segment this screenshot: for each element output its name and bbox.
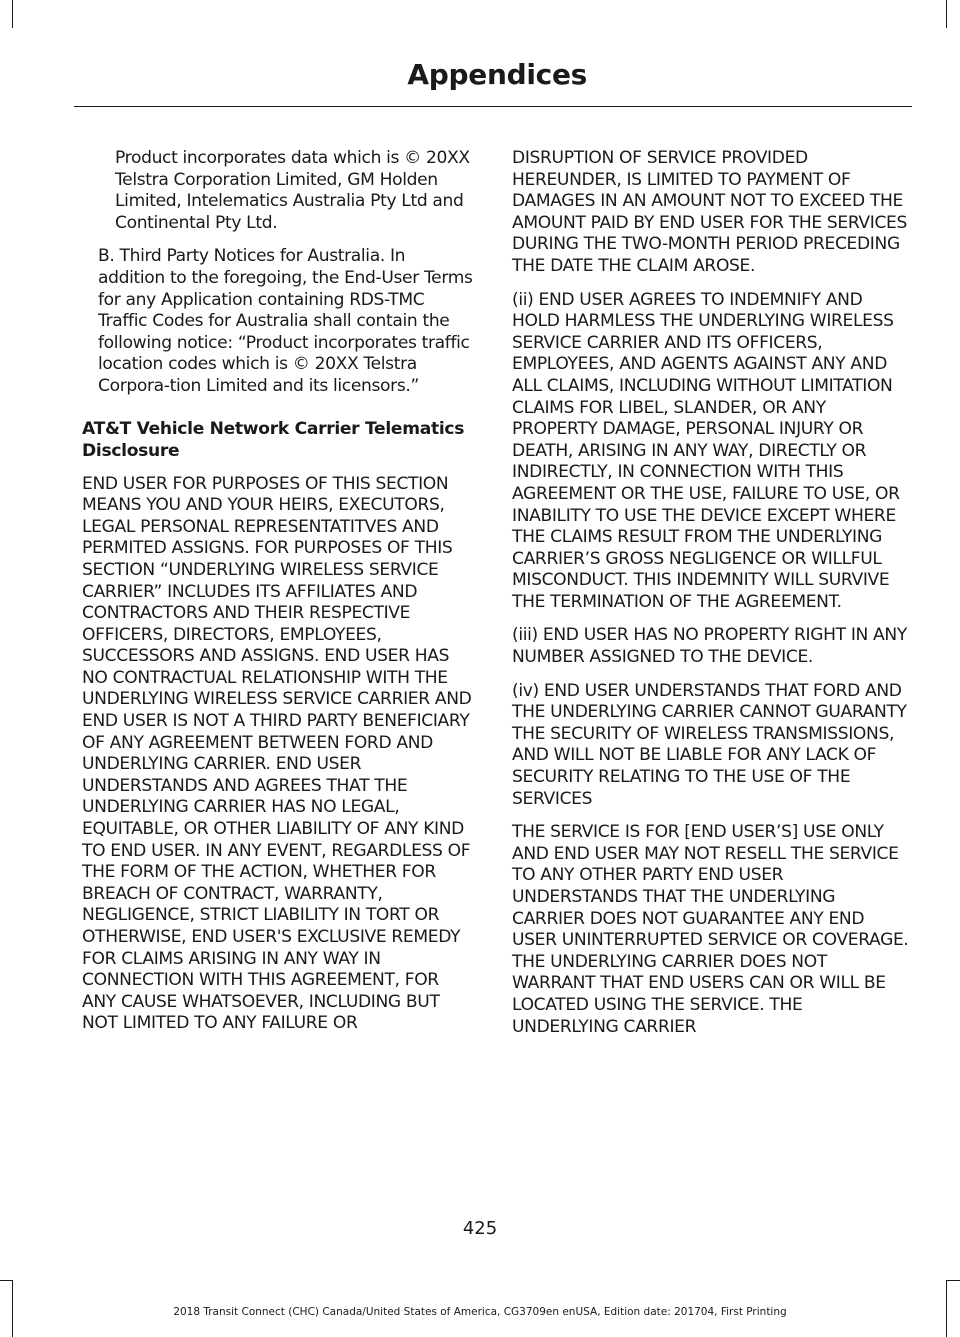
clause-ii: (ii) END USER AGREES TO INDEMNIFY AND HOLD HARMLESS THE UNDERLYING WIRELESS SERVICE CARRIER AND ITS OFFICERS, EMPLOYEES, AND AGENTS AGAINST ANY AND ALL CLAIMS, INCLUDING WITHOUT LIMITATION CLAIMS FOR LIBEL, SLANDER, OR ANY PROPERTY DAMAGE, PERSONAL INJURY OR DEATH, ARISING IN ANY WAY, DIRECTLY OR INDIRECTLY, IN CONNECTION WITH THIS AGREEMENT OR THE USE, FAILURE TO USE, OR INABILITY TO USE THE DEVICE EXCEPT WHERE THE CLAIMS RESULT FROM THE UNDERLYING CARRIER’S GROSS NEGLIGENCE OR WILLFUL MISCONDUCT. THIS INDEMNITY WILL SURVIVE THE TERMINATION OF THE AGREEMENT. xyxy=(512,289,900,612)
page-title: Appendices xyxy=(407,58,587,91)
disclosure-continuation: DISRUPTION OF SERVICE PROVIDED HEREUNDER, IS LIMITED TO PAYMENT OF DAMAGES IN AN AMOUNT NOT TO EXCEED THE AMOUNT PAID BY END USER FOR THE SERVICES DURING THE TWO-MONTH PERIOD PRECEDING THE DATE THE CLAIM AROSE. xyxy=(512,148,907,276)
notice-quote: Product incorporates data which is © 20XX Telstra Corporation Limited, GM Holden Limited, Intelematics Australia Pty Ltd and Continental Pty Ltd. xyxy=(115,148,470,233)
clause-iii: (iii) END USER HAS NO PROPERTY RIGHT IN ANY NUMBER ASSIGNED TO THE DEVICE. xyxy=(512,625,907,668)
left-column xyxy=(82,148,474,1047)
crop-mark-top-right xyxy=(946,0,947,28)
page-number: 425 xyxy=(462,1218,498,1239)
crop-mark-bottom-left-h xyxy=(0,1280,12,1281)
crop-mark-top-left xyxy=(12,0,13,28)
crop-mark-bottom-right-h xyxy=(946,1280,960,1281)
disclosure-body: END USER FOR PURPOSES OF THIS SECTION MEANS YOU AND YOUR HEIRS, EXECUTORS, LEGAL PERSONAL REPRESENTATITVES AND PERMITED ASSIGNS. FOR PURPOSES OF THIS SECTION “UNDERLYING WIRELESS SERVICE CARRIER” INCLUDES ITS AFFILIATES AND CONTRACTORS AND THEIR RESPECTIVE OFFICERS, DIRECTORS, EMPLOYEES, SUCCESSORS AND ASSIGNS. END USER HAS NO CONTRACTUAL RELATIONSHIP WITH THE UNDERLYING WIRELESS SERVICE CARRIER AND END USER IS NOT A THIRD PARTY BENEFICIARY OF ANY AGREEMENT BETWEEN FORD AND UNDERLYING CARRIER. END USER UNDERSTANDS AND AGREES THAT THE UNDERLYING CARRIER HAS NO LEGAL, EQUITABLE, OR OTHER LIABILITY OF ANY KIND TO END USER. IN ANY EVENT, REGARDLESS OF THE FORM OF THE ACTION, WHETHER FOR BREACH OF CONTRACT, WARRANTY, NEGLIGENCE, STRICT LIABILITY IN TORT OR OTHERWISE, END USER'S EXCLUSIVE REMEDY FOR CLAIMS ARISING IN ANY WAY IN CONNECTION WITH THIS AGREEMENT, FOR ANY CAUSE WHATSOEVER, INCLUDING BUT NOT LIMITED TO ANY FAILURE OR xyxy=(82,473,472,1034)
clause-iv: (iv) END USER UNDERSTANDS THAT FORD AND THE UNDERLYING CARRIER CANNOT GUARANTY THE SECURITY OF WIRELESS TRANSMISSIONS, AND WILL NOT BE LIABLE FOR ANY LACK OF SECURITY RELATING TO THE USE OF THE SERVICES xyxy=(512,680,907,809)
footer-edition-info: 2018 Transit Connect (CHC) Canada/United States of America, CG3709en enUSA, Edition date: 201704, First Printing xyxy=(173,1306,787,1318)
service-clause: THE SERVICE IS FOR [END USER’S] USE ONLY AND END USER MAY NOT RESELL THE SERVICE TO ANY OTHER PARTY END USER UNDERSTANDS THAT THE UNDERLYING CARRIER DOES NOT GUARANTEE ANY END USER UNINTERRUPTED SERVICE OR COVERAGE. THE UNDERLYING CARRIER DOES NOT WARRANT THAT END USERS CAN OR WILL BE LOCATED USING THE SERVICE. THE UNDERLYING CARRIER xyxy=(512,822,909,1037)
notice-australia: B. Third Party Notices for Australia. In addition to the foregoing, the End-User Terms for any Application containing RDS-TMC Traffic Codes for Australia shall contain the following notice: “Product incorporates traffic location codes which is © 20XX Telstra Corpora-tion Limited and its licensors.” xyxy=(98,246,473,396)
right-column xyxy=(512,148,910,1050)
header-rule xyxy=(74,106,912,107)
section-heading: AT&T Vehicle Network Carrier Telematics Disclosure xyxy=(82,418,465,461)
